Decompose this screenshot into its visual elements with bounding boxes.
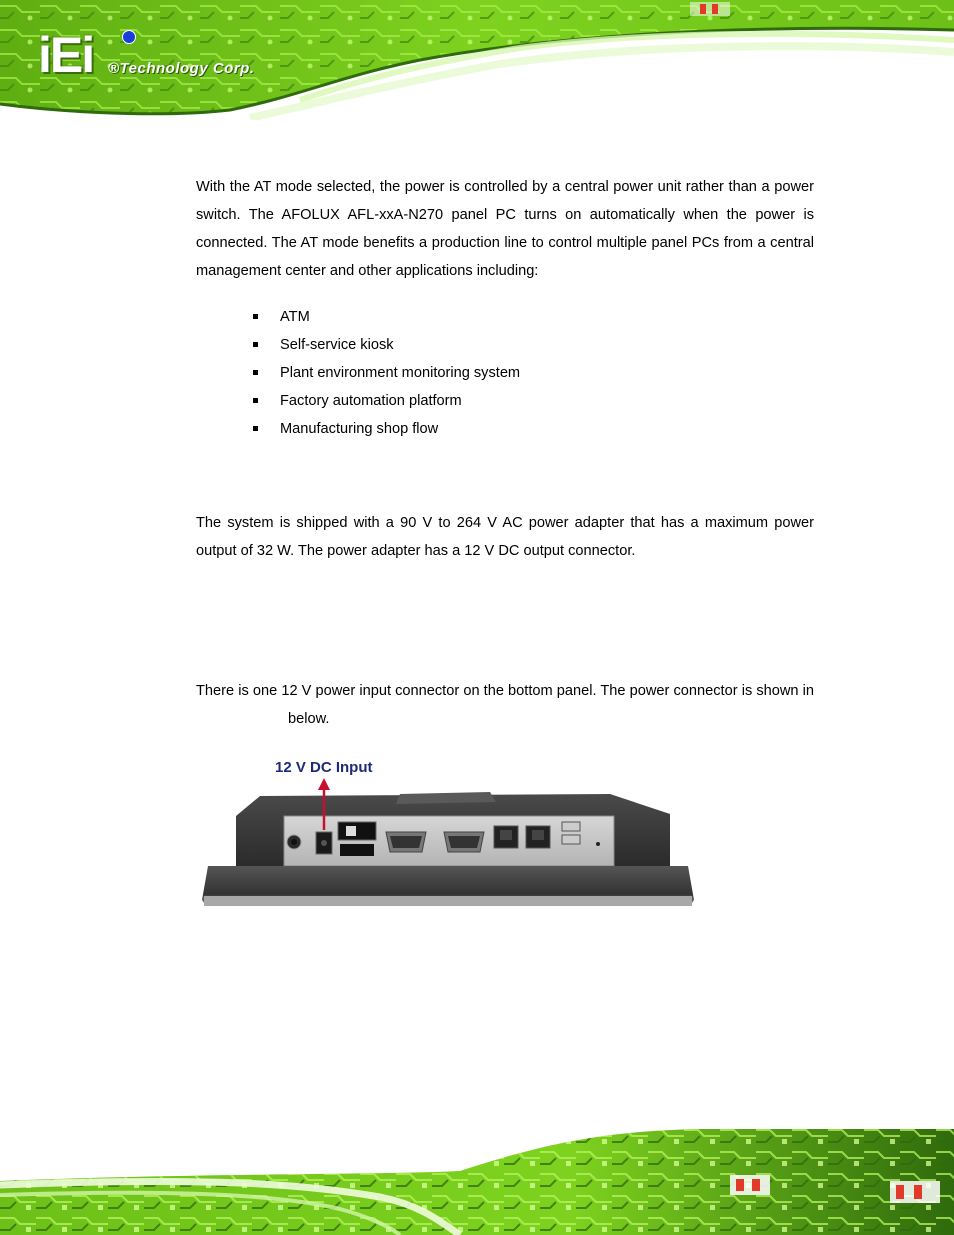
connector-text-start: There is one 12 V power input connector on the bottom panel. The power connector is shown in: [196, 683, 814, 699]
logo-dot-icon: [122, 30, 136, 44]
power-adapter-paragraph: The system is shipped with a 90 V to 264 V AC power adapter that has a maximum power output of 32 W. The power adapter has a 12 V DC output connector.: [196, 515, 814, 559]
square-bullet-icon: [253, 342, 258, 347]
power-connector-section: [196, 677, 814, 733]
at-mode-paragraph: With the AT mode selected, the power is controlled by a central power unit rather than a power switch. The AFOLUX AFL-xxA-N270 panel PC turns on automatically when the power is connected. The AT mode benefits a production line to control multiple panel PCs from a central management center and other applications including:: [196, 179, 814, 279]
square-bullet-icon: [253, 426, 258, 431]
logo-letters: iEi: [38, 27, 94, 83]
page-footer-banner: [0, 1125, 954, 1235]
square-bullet-icon: [253, 398, 258, 403]
power-adapter-section: [196, 509, 814, 565]
list-item: Plant environment monitoring system: [252, 359, 520, 387]
power-connector-figure: [200, 756, 696, 914]
list-item: ATM: [252, 303, 520, 331]
connector-text-end: below.: [288, 711, 330, 727]
dc-input-callout-label: 12 V DC Input: [275, 759, 373, 776]
square-bullet-icon: [253, 314, 258, 319]
list-item: Factory automation platform: [252, 387, 520, 415]
page-header-banner: [0, 0, 954, 120]
applications-list: [252, 303, 520, 443]
list-item: Manufacturing shop flow: [252, 415, 520, 443]
list-item: Self-service kiosk: [252, 331, 520, 359]
iei-logo: [38, 27, 298, 86]
logo-tagline: ®Technology Corp.: [108, 60, 255, 77]
circuit-board-footer-graphic: [0, 1125, 954, 1235]
power-connector-paragraph: [196, 677, 814, 733]
panel-pc-bottom-view-photo: [200, 756, 696, 914]
at-mode-section: [196, 173, 814, 285]
square-bullet-icon: [253, 370, 258, 375]
